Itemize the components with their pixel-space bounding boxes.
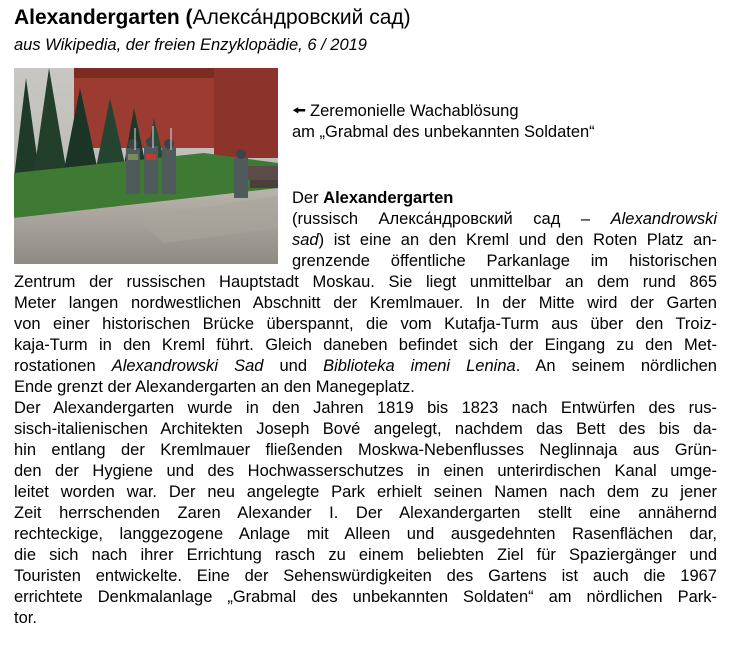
body-line: rechteckige, langgezogene Anlage mit Alleen und ausgedehnten Rasenflächen dar, <box>14 525 717 543</box>
page-subtitle: aus Wikipedia, der freien Enzyklopädie, 6 / 2019 <box>14 36 367 54</box>
body-line: Ende grenzt der Alexandergarten an den Manegeplatz. <box>14 378 415 396</box>
body-line: Zentrum der russischen Hauptstadt Moskau. Sie liegt unmittelbar an dem rund 865 <box>14 273 717 291</box>
body-line: die sich nach ihrer Errichtung rasch zu einem beliebten Ziel für Spaziergänger und <box>14 546 717 564</box>
body-line: sad) ist eine an den Kreml und den Roten Platz an- <box>292 231 717 249</box>
caption-line-1: 🠘 Zeremonielle Wachablösung <box>292 102 519 120</box>
photo-caption <box>292 101 595 143</box>
body-line: rostationen Alexandrowski Sad und Biblioteka imeni Lenina. An seinem nördlichen <box>14 357 717 375</box>
alexandergarten-term: Alexandergarten <box>323 189 454 207</box>
body-line: von einer historischen Brücke überspannt, die vom Kutafja-Turm aus über den Troiz- <box>14 315 717 333</box>
title-bold: Alexandergarten ( <box>14 6 193 29</box>
body-line: grenzende öffentliche Parkanlage im historischen <box>292 252 717 270</box>
body-line: kaja-Turm in den Kreml führt. Gleich daneben befindet sich der Eingang zu den Met- <box>14 336 717 354</box>
intro-line: Der Alexandergarten <box>292 189 454 207</box>
body-line: errichtete Denkmalanlage „Grabmal des unbekannten Soldaten“ am nördlichen Park- <box>14 588 717 606</box>
body-line: hin entlang der Kremlmauer fließenden Moskwa-Nebenflusses Neglinnaja aus Grün- <box>14 441 717 459</box>
body-line: Der Alexandergarten wurde in den Jahren 1819 bis 1823 nach Entwürfen des rus- <box>14 399 717 417</box>
body-line: (russisch Алекса́ндровский сад – Alexandrowski <box>292 210 717 228</box>
arrow-left-icon: 🠘 <box>292 103 307 120</box>
body-line: sisch-italienischen Architekten Joseph Bové angelegt, nachdem das Bett des bis da- <box>14 420 717 438</box>
title-russian: Алекса́ндровский сад) <box>192 6 411 29</box>
page-title <box>14 5 411 31</box>
body-line: tor. <box>14 609 37 627</box>
body-line: Zeit herrschenden Zaren Alexander I. Der Alexandergarten stellt eine annähernd <box>14 504 717 522</box>
body-line: leitet worden war. Der neu angelegte Park erhielt seinen Namen nach dem zu jener <box>14 483 717 501</box>
caption-line-2: am „Grabmal des unbekannten Soldaten“ <box>292 123 595 141</box>
body-line: Meter langen nordwestlichen Abschnitt der Kremlmauer. In der Mitte wird der Garten <box>14 294 717 312</box>
guard-ceremony-photo <box>14 68 278 264</box>
body-line: den der Hygiene und des Hochwasserschutzes in einen unterirdischen Kanal umge- <box>14 462 717 480</box>
body-line: Touristen entwickelte. Eine der Sehenswürdigkeiten des Gartens ist auch die 1967 <box>14 567 717 585</box>
